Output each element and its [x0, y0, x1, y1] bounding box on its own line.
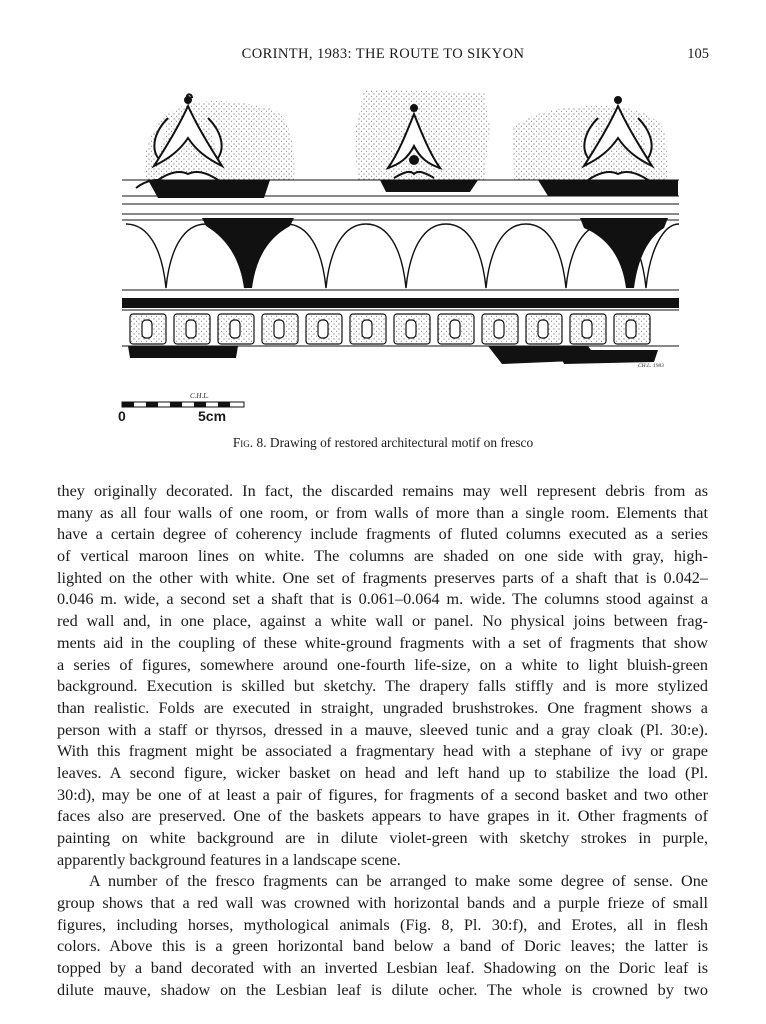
- text-line: faces also are preserved. One of the baskets appears to have grapes in it. Other fragments of: [57, 807, 708, 826]
- text-line: than realistic. Folds are executed in straight, ungraded brushstrokes. One fragment shows a: [57, 698, 708, 717]
- block-frieze: [130, 314, 650, 344]
- text-line: 0.046 m. wide, a second set a shaft that is 0.061–0.064 m. wide. The columns stood against a: [57, 590, 708, 609]
- text-line: 30:d), may be one of at least a pair of figures, for fragments of a second basket and two other: [57, 785, 708, 804]
- text-line: A number of the fresco fragments can be arranged to make some degree of sense. One: [89, 872, 708, 891]
- figure-caption: [0, 435, 766, 451]
- text-line: figures, including horses, mythological animals (Fig. 8, Pl. 30:f), and Erotes, all in flesh: [57, 915, 708, 934]
- scale-initials: C.H.L.: [190, 392, 209, 400]
- scale-bar: [118, 392, 258, 428]
- fresco-drawing: [118, 88, 683, 386]
- page-number: 105: [687, 46, 709, 62]
- caption-label: Fig. 8.: [232, 435, 267, 450]
- running-title: CORINTH, 1983: THE ROUTE TO SIKYON: [241, 46, 525, 62]
- running-head: [0, 46, 766, 68]
- text-line: ments aid in the coupling of these white-ground fragments with a set of fragments that show: [57, 633, 708, 652]
- text-line: a series of figures, somewhere around one-fourth life-size, on a white to light bluish-green: [57, 655, 708, 674]
- text-line: have a certain degree of coherency include fragments of fluted columns executed as a series: [57, 525, 708, 544]
- text-line: dilute mauve, shadow on the Lesbian leaf is dilute ocher. The whole is crowned by two: [57, 980, 708, 999]
- artist-signature: CH.L. 1983: [638, 363, 664, 369]
- text-line: apparently background features in a landscape scene.: [57, 850, 401, 869]
- dark-band-right: [538, 180, 678, 196]
- text-line: painting on white background are in dilute violet-green with sketchy strokes in purple,: [57, 829, 708, 847]
- text-line: lighted on the other with white. One set of fragments preserves parts of a shaft that is 0.042–: [57, 568, 708, 587]
- text-line: group shows that a red wall was crowned with horizontal bands and a purple frieze of small: [57, 894, 708, 913]
- text-line: many as all four walls of one room, or from walls of more than a single room. Elements that: [57, 503, 708, 522]
- scale-zero-label: 0: [118, 408, 126, 424]
- text-line: leaves. A second figure, wicker basket on head and left hand up to stabilize the load (Pl.: [57, 763, 708, 782]
- bottom-dark-fragments: [128, 346, 658, 364]
- text-line: they originally decorated. In fact, the discarded remains may well represent debris from as: [57, 482, 708, 500]
- text-line: red wall and, in one place, against a white wall or panel. No physical joins between frag-: [57, 612, 708, 631]
- text-line: of vertical maroon lines on white. The columns are shaded on one side with gray, high-: [57, 547, 708, 566]
- dark-band-left: [148, 180, 270, 198]
- arcade-dark-fragments: [202, 218, 668, 288]
- scale-end-label: 5cm: [198, 408, 227, 424]
- text-line: background. Execution is skilled but sketchy. The drapery falls stiffly and is more stylized: [57, 677, 708, 696]
- text-line: topped by a band decorated with an inverted Lesbian leaf. Shadowing on the Doric leaf is: [57, 959, 708, 978]
- lower-dark-band: [122, 298, 679, 308]
- text-line: colors. Above this is a green horizontal band below a band of Doric leaves; the latter is: [57, 937, 708, 956]
- text-line: person with a staff or thyrsos, dressed in a mauve, sleeved tunic and a gray cloak (Pl. 30:e).: [57, 720, 708, 739]
- body-text: [57, 481, 708, 1002]
- text-line: With this fragment might be associated a fragmentary head with a stephane of ivy or grape: [57, 742, 708, 761]
- dark-band-center: [380, 180, 478, 192]
- caption-text: Drawing of restored architectural motif on fresco: [266, 435, 534, 450]
- scale-bar-graphic: [118, 396, 248, 412]
